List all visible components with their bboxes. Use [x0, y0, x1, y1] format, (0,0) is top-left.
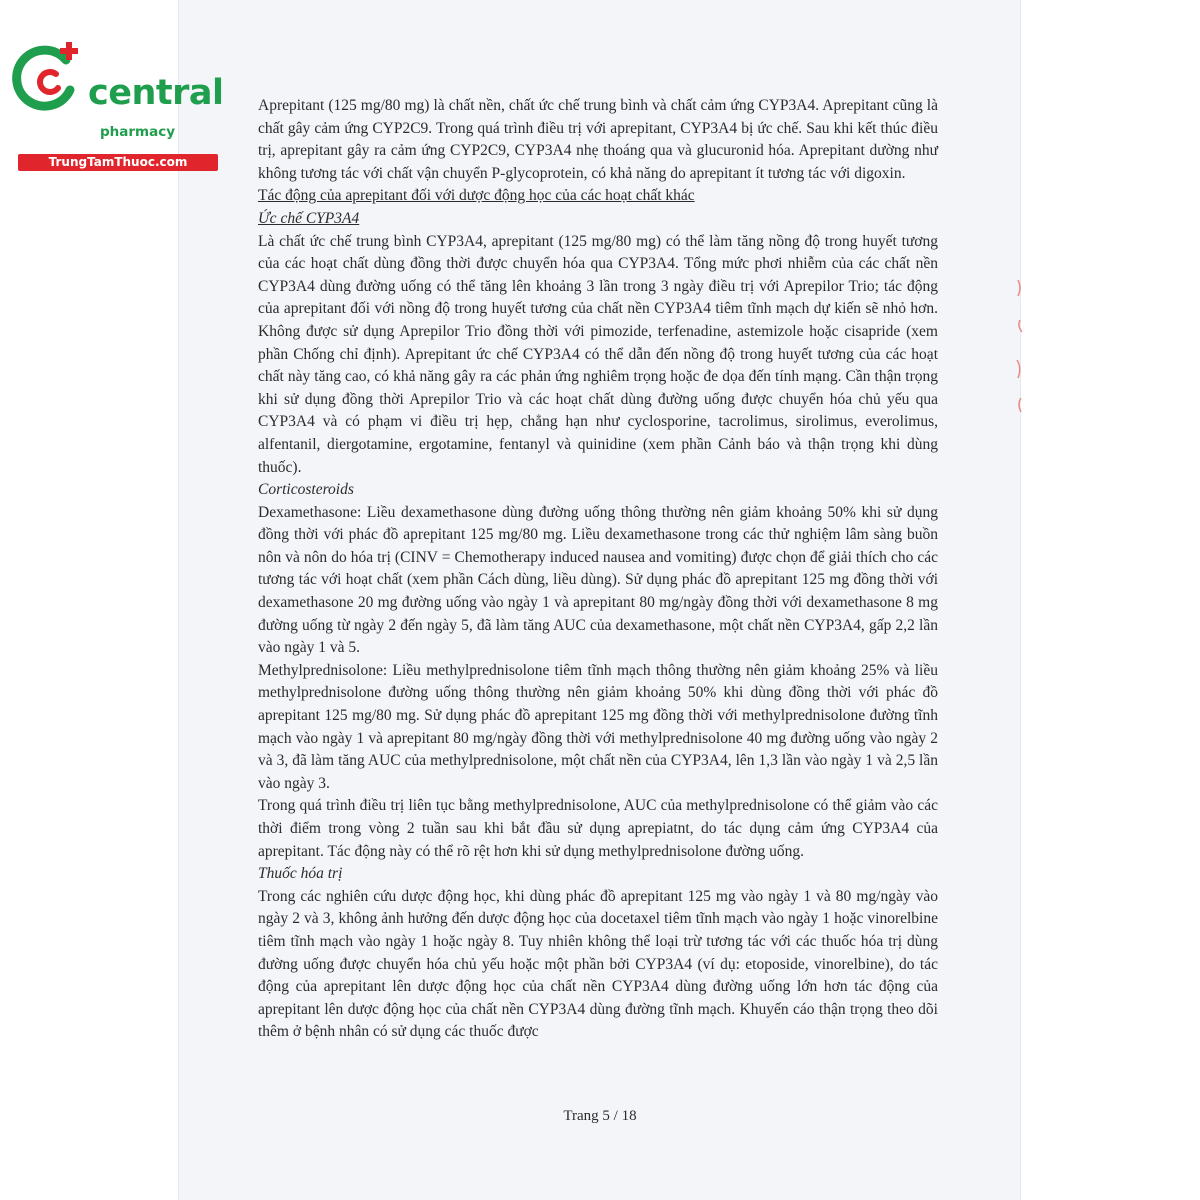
paragraph-dexamethasone: Dexamethasone: Liều dexamethasone dùng đường uống thông thường nên giảm khoảng 50% khi sử dụng đồng thời với phác đồ aprepitant 125 mg/80 mg. Liều dexamethasone trong các thử nghiệm lâm sàng buồn nôn và nôn do hóa trị (CINV = Chemotherapy induced nausea and vomiting) được chọn để giải thích cho các tương tác với hoạt chất (xem phần Cách dùng, liều dùng). Sử dụng phác đồ aprepitant 125 mg đồng thời với dexamethasone 20 mg đường uống vào ngày 1 và aprepitant 80 mg/ngày đồng thời với dexamethasone 8 mg đường uống từ ngày 2 đến ngày 5, đã làm tăng AUC của dexamethasone, một chất nền CYP3A4, gấp 2,2 lần vào ngày 1 và 5.: [258, 503, 938, 657]
page-number: Trang 5 / 18: [563, 1108, 637, 1124]
document-body: [258, 95, 938, 1044]
paragraph-intro: Aprepitant (125 mg/80 mg) là chất nền, chất ức chế trung bình và chất cảm ứng CYP3A4. Aprepitant cũng là chất gây cảm ứng CYP2C9. Trong quá trình điều trị với aprepitant, CYP3A4 bị ức chế. Sau khi kết thúc điều trị, aprepitant gây ra cảm ứng CYP2C9, CYP3A4 nhẹ thoáng qua và glucuronid hóa. Aprepitant dường như không tương tác với chất vận chuyển P-glycoprotein, có khả năng do aprepitant ít tương tác với digoxin.: [258, 97, 938, 182]
logo-subtitle: pharmacy: [100, 124, 176, 140]
logo-website-banner: TrungTamThuoc.com: [18, 154, 218, 171]
paragraph-continuous-treatment: Trong quá trình điều trị liên tục bằng methylprednisolone, AUC của methylprednisolone có thể giảm vào các thời điểm trong vòng 2 tuần sau khi bắt đầu sử dụng aprepiatnt, do tác dụng cảm ứng CYP3A4 của aprepitant. Tác động này có thể rõ rệt hơn khi sử dụng methylprednisolone đường uống.: [258, 797, 938, 860]
central-pharmacy-logo: [8, 36, 224, 169]
subheading-cyp3a4-inhibition: Ức chế CYP3A4: [258, 209, 360, 227]
paragraph-methylprednisolone: Methylprednisolone: Liều methylprednisolone tiêm tĩnh mạch thông thường nên giảm khoảng 25% và liều methylprednisolone đường uống thông thường nên giảm khoảng 50% khi dùng đồng thời với phác đồ aprepitant 125 mg/80 mg. Sử dụng phác đồ aprepitant 125 mg đồng thời với methylprednisolone đường tĩnh mạch vào ngày 1 và aprepitant 80 mg/ngày đồng thời với methylprednisolone 40 mg đường uống vào ngày 2 và 3, đã làm tăng AUC của methylprednisolone, một chất nền của CYP3A4, lên 1,3 lần vào ngày 1 và 2,5 lần vào ngày 3.: [258, 661, 938, 792]
logo-wordmark: central: [88, 73, 224, 113]
paragraph-cyp3a4: Là chất ức chế trung bình CYP3A4, aprepitant (125 mg/80 mg) có thể làm tăng nồng độ trong huyết tương của các hoạt chất dùng đồng thời được chuyển hóa qua CYP3A4. Tổng mức phơi nhiễm của các chất nền CYP3A4 dùng đường uống có thể tăng lên khoảng 3 lần trong 3 ngày điều trị với Aprepilor Trio; tác động của aprepitant đối với nồng độ trong huyết tương của chất nền CYP3A4 tiêm tĩnh mạch dự kiến sẽ nhỏ hơn. Không được sử dụng Aprepilor Trio đồng thời với pimozide, terfenadine, astemizole hoặc cisapride (xem phần Chống chỉ định). Aprepitant ức chế CYP3A4 có thể dẫn đến nồng độ trong huyết tương của các hoạt chất này tăng cao, có khả năng gây ra các phản ứng nghiêm trọng hoặc đe dọa đến tính mạng. Cần thận trọng khi sử dụng đồng thời Aprepilor Trio và các hoạt chất dùng đường uống được chuyển hóa chủ yếu qua CYP3A4 và có phạm vi điều trị hẹp, chẳng hạn như cyclosporine, tacrolimus, sirolimus, everolimus, alfentanil, diergotamine, ergotamine, fentanyl và quinidine (xem phần Cảnh báo và thận trọng khi dùng thuốc).: [258, 232, 938, 476]
subheading-corticosteroids: Corticosteroids: [258, 481, 354, 499]
subheading-chemotherapy: Thuốc hóa trị: [258, 865, 343, 883]
pharmacy-cross-icon: [8, 38, 88, 118]
section-heading: Tác động của aprepitant đối với dược động học của các hoạt chất khác: [258, 187, 695, 205]
paragraph-chemotherapy: Trong các nghiên cứu dược động học, khi dùng phác đồ aprepitant 125 mg vào ngày 1 và 80 mg/ngày vào ngày 2 và 3, không ảnh hưởng đến dược động học của docetaxel tiêm tĩnh mạch vào ngày 1 hoặc vinorelbine tiêm tĩnh mạch vào ngày 1 hoặc ngày 8. Tuy nhiên không thể loại trừ tương tác với các thuốc hóa trị dùng đường uống được chuyển hóa chủ yếu hoặc một phần bởi CYP3A4 (ví dụ: etoposide, vinorelbine), do tác động của aprepitant lên dược động học của chất nền CYP3A4 dùng đường uống lớn hơn tác động của aprepitant lên dược động học của chất nền CYP3A4 dùng đường tĩnh mạch. Khuyến cáo thận trọng theo dõi thêm ở bệnh nhân có sử dụng các thuốc được: [258, 887, 938, 1041]
stamp-edge-mark: [1012, 280, 1028, 420]
